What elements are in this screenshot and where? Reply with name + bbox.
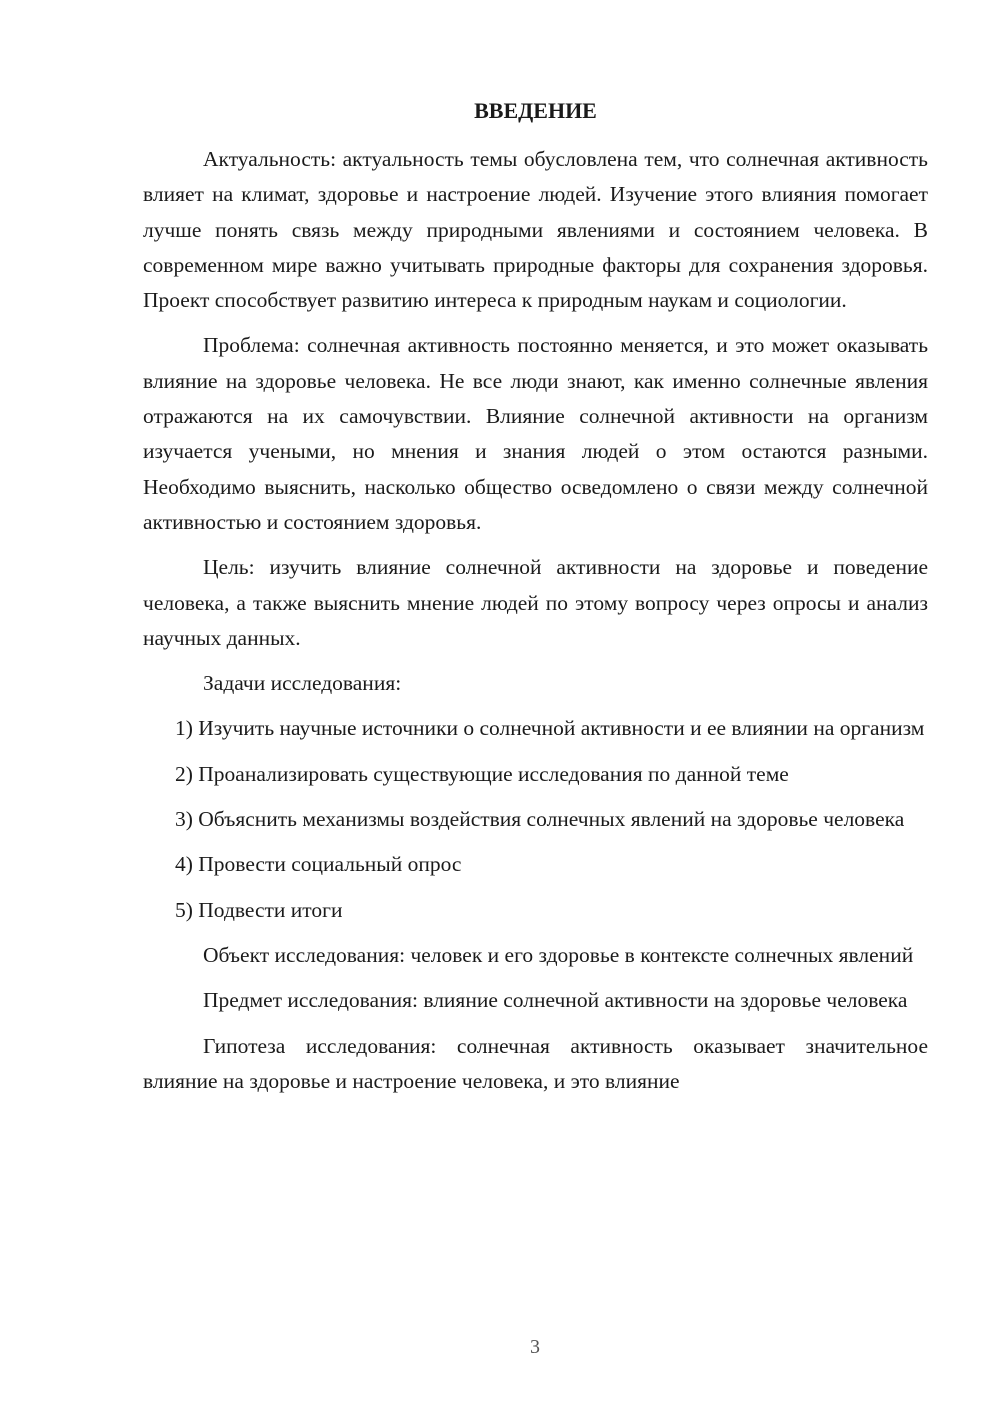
paragraph-tasks-heading: Задачи исследования:: [203, 671, 402, 696]
task-item: 5) Подвести итоги: [175, 897, 343, 922]
task-item: 3) Объяснить механизмы воздействия солнечных явлений на здоровье человека: [175, 807, 905, 832]
paragraph-hypothesis: Гипотеза исследования: солнечная активность оказывает значительное влияние на здоровье и настроение человека, и это влияние: [143, 1033, 928, 1093]
paragraph-object: Объект исследования: человек и его здоровье в контексте солнечных явлений: [203, 942, 914, 967]
paragraph-relevance: Актуальность: актуальность темы обусловлена тем, что солнечная активность влияет на климат, здоровье и настроение людей. Изучение этого влияния помогает лучше понять связь между природными явлениями и состоянием человека. В современном мире важно учитывать природные факторы для сохранения здоровья. Проект способствует развитию интереса к природным наукам и социологии.: [143, 147, 928, 313]
page-number: 3: [530, 1336, 540, 1358]
task-item: 1) Изучить научные источники о солнечной активности и ее влиянии на организм: [175, 716, 925, 741]
task-item: 4) Провести социальный опрос: [175, 852, 462, 877]
paragraph-goal: Цель: изучить влияние солнечной активности на здоровье и поведение человека, а также выяснить мнение людей по этому вопросу через опросы и анализ научных данных.: [143, 555, 928, 650]
paragraph-problem: Проблема: солнечная активность постоянно меняется, и это может оказывать влияние на здоровье человека. Не все люди знают, как именно солнечные явления отражаются на их самочувствии. Влияние солнечной активности на организм изучается учеными, но мнения и знания людей о этом остаются разными. Необходимо выяснить, насколько общество осведомлено о связи между солнечной активностью и состоянием здоровья.: [143, 333, 928, 534]
document-body: [143, 142, 928, 1099]
page-title: ВВЕДЕНИЕ: [474, 98, 597, 123]
task-item: 2) Проанализировать существующие исследования по данной теме: [175, 761, 789, 786]
paragraph-subject: Предмет исследования: влияние солнечной активности на здоровье человека: [203, 988, 908, 1013]
